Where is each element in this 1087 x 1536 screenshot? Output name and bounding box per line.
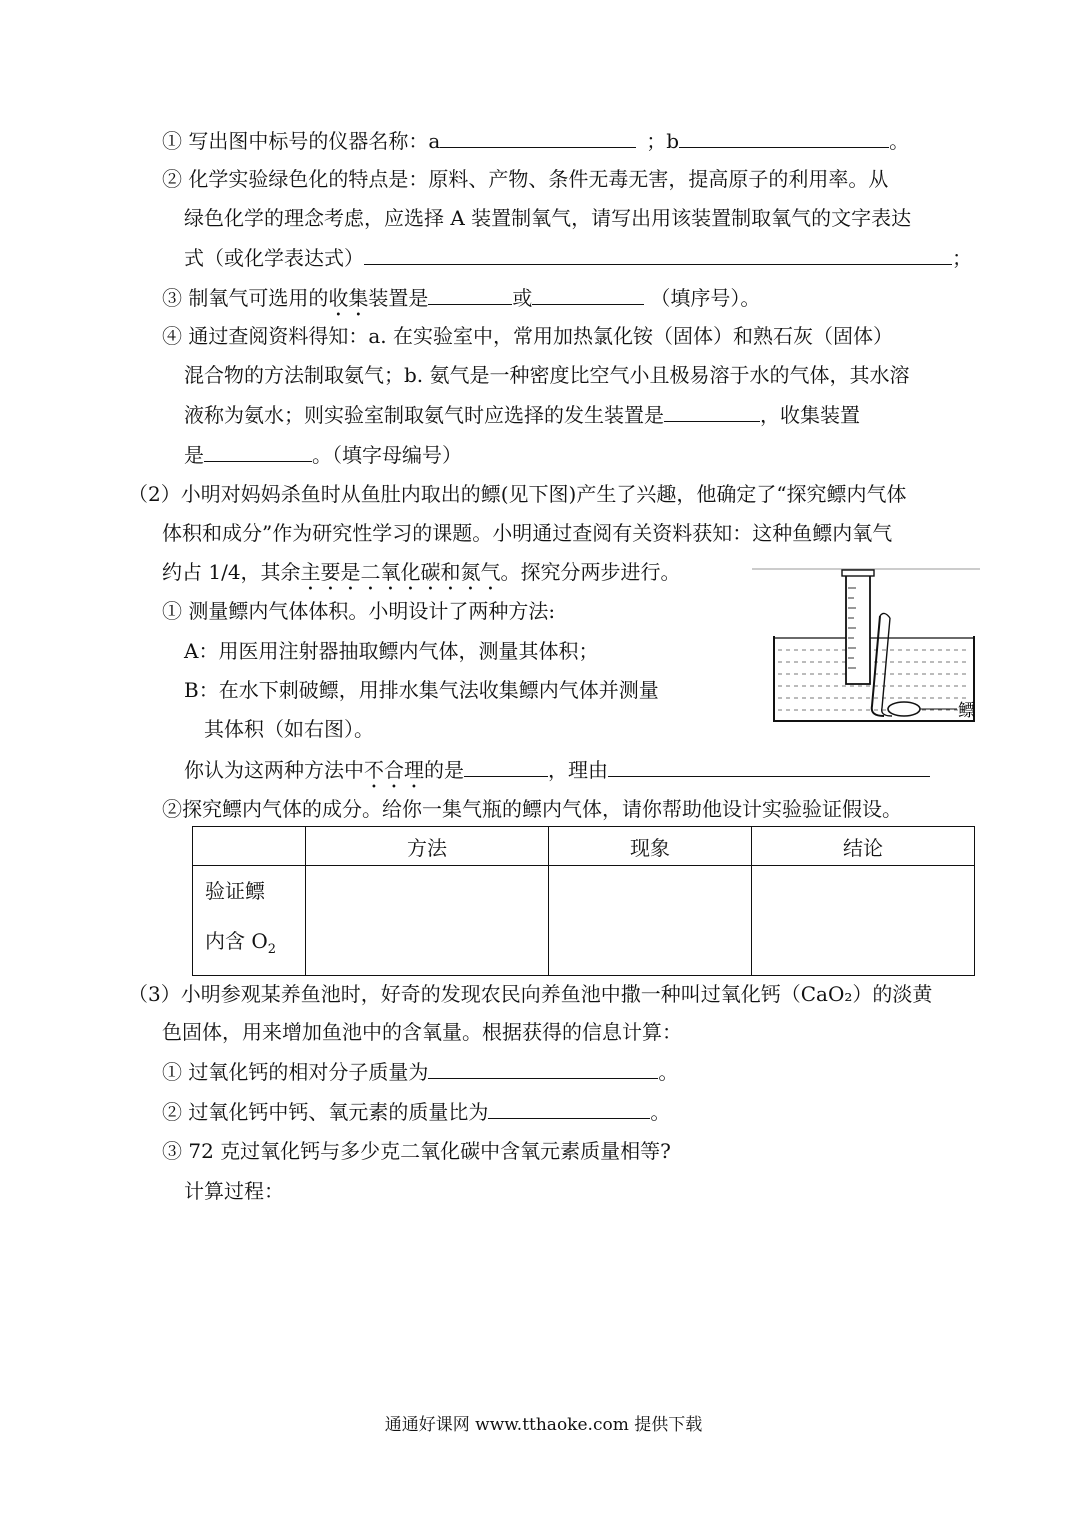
- question-1-4-line2: 混合物的方法制取氨气；b. 氨气是一种密度比空气小且极易溶于水的气体，其水溶: [184, 363, 910, 387]
- method-b-line2: 其体积（如右图）。: [204, 717, 374, 741]
- question-text: 式（或化学表达式）: [184, 246, 364, 270]
- question-1-4-line1: ④ 通过查阅资料得知：a. 在实验室中，常用加热氯化铵（固体）和熟石灰（固体）: [162, 324, 893, 348]
- question-text: 是: [184, 443, 204, 467]
- part2-question-1: ① 测量鳔内气体体积。小明设计了两种方法:: [162, 599, 556, 623]
- answer-blank-method[interactable]: [464, 756, 548, 777]
- row-label: [193, 866, 306, 976]
- question-1-2-line3: [184, 244, 972, 271]
- question-text: ① 过氧化钙的相对分子质量为: [162, 1060, 429, 1084]
- text-b: 的是: [424, 758, 464, 782]
- text-c: ，理由: [548, 758, 608, 782]
- subscript: 2: [267, 942, 277, 957]
- answer-blank-collect-1[interactable]: [428, 284, 512, 305]
- or-text: 或: [512, 286, 533, 310]
- footer: 通通好课网 www.tthaoke.com 提供下载: [384, 1415, 703, 1435]
- part3-line2: 色固体，用来增加鱼池中的含氧量。根据获得的信息计算：: [162, 1020, 682, 1044]
- question-text: 液称为氨水；则实验室制取氨气时应选择的发生装置是: [184, 403, 664, 427]
- part2-line2: 体积和成分”作为研究性学习的课题。小明通过查阅有关资料获知：这种鱼鳔内氧气: [162, 521, 893, 545]
- part3-question-3: ③ 72 克过氧化钙与多少克二氧化碳中含氧元素质量相等?: [162, 1139, 671, 1163]
- method-a: A：用医用注射器抽取鳔内气体，测量其体积；: [184, 639, 599, 663]
- end-text: （填序号）。: [650, 286, 761, 310]
- question-1-4-line3: [184, 401, 860, 428]
- table-header-cell: 方法: [306, 827, 549, 866]
- answer-blank-collector[interactable]: [204, 441, 312, 462]
- part2-ask: [184, 756, 930, 793]
- table-row: [193, 866, 975, 976]
- end-text: ；: [952, 246, 972, 270]
- part2-question-2: ②探究鳔内气体的成分。给你一集气瓶的鳔内气体，请你帮助他设计实验验证假设。: [162, 797, 902, 821]
- answer-blank-equation[interactable]: [364, 244, 952, 265]
- emphasis-text: 不合理: [364, 758, 424, 782]
- part3-question-2: [162, 1098, 670, 1125]
- question-1-1: [162, 127, 909, 154]
- text: 约占 1/4，其余: [162, 560, 301, 584]
- question-text: ① 写出图中标号的仪器名称：a: [162, 129, 441, 153]
- row-label-line2: [193, 916, 305, 975]
- end-text: 。: [650, 1100, 671, 1124]
- answer-blank-a[interactable]: [440, 127, 636, 148]
- question-text: ② 过氧化钙中钙、氧元素的质量比为: [162, 1100, 489, 1124]
- experiment-table: [192, 826, 975, 976]
- conclusion-cell[interactable]: [752, 866, 975, 976]
- table-header-cell: 结论: [752, 827, 975, 866]
- question-1-3: [162, 284, 760, 321]
- answer-blank-reason[interactable]: [608, 756, 930, 777]
- figure-label: 鳔: [958, 701, 975, 721]
- table-header-row: [193, 827, 975, 866]
- question-1-2-line2: 绿色化学的理念考虑，应选择 A 装置制氧气，请写出用该装置制取氧气的文字表达: [184, 206, 912, 230]
- calculation-label: 计算过程：: [184, 1179, 284, 1203]
- part2-line1: （2）小明对妈妈杀鱼时从鱼肚内取出的鳔(见下图)产生了兴趣，他确定了“探究鳔内气体: [128, 482, 907, 506]
- answer-blank-molar-mass[interactable]: [428, 1058, 658, 1079]
- answer-blank-b[interactable]: [679, 127, 889, 148]
- part3-line1: （3）小明参观某养鱼池时，好奇的发现农民向养鱼池中撒一种叫过氧化钙（CaO₂）的淡黄: [128, 982, 933, 1006]
- text-b: 。探究分两步进行。: [500, 560, 681, 584]
- question-1-4-line4: [184, 441, 462, 468]
- question-text: ③ 制氧气可选用的: [162, 286, 329, 310]
- emphasis-text: 收集: [328, 286, 369, 310]
- text: 你认为这两种方法中: [184, 758, 364, 782]
- question-text-b: 。（填字母编号）: [312, 443, 462, 467]
- phenomenon-cell[interactable]: [549, 866, 752, 976]
- table-header-cell: [193, 827, 306, 866]
- part2-line3: [162, 559, 681, 595]
- part3-question-1: [162, 1058, 678, 1085]
- row-label-line1: 验证鳔: [205, 879, 265, 903]
- question-text-b: ，收集装置: [760, 403, 860, 427]
- separator-text: ；b: [646, 129, 680, 153]
- apparatus-figure: [752, 566, 982, 726]
- method-b-line1: B：在水下刺破鳔，用排水集气法收集鳔内气体并测量: [184, 678, 659, 702]
- question-1-2-line1: ② 化学实验绿色化的特点是：原料、产物、条件无毒无害，提高原子的利用率。从: [162, 167, 889, 191]
- emphasis-text: 主要是二氧化碳和氮气: [300, 560, 501, 584]
- answer-blank-collect-2[interactable]: [532, 284, 644, 305]
- table-header-cell: 现象: [549, 827, 752, 866]
- method-cell[interactable]: [306, 866, 549, 976]
- row-label-text: 内含 O: [205, 929, 268, 953]
- question-text-b: 装置是: [368, 286, 429, 310]
- answer-blank-generator[interactable]: [664, 401, 760, 422]
- end-text: 。: [889, 129, 910, 153]
- answer-blank-mass-ratio[interactable]: [488, 1098, 650, 1119]
- end-text: 。: [658, 1060, 679, 1084]
